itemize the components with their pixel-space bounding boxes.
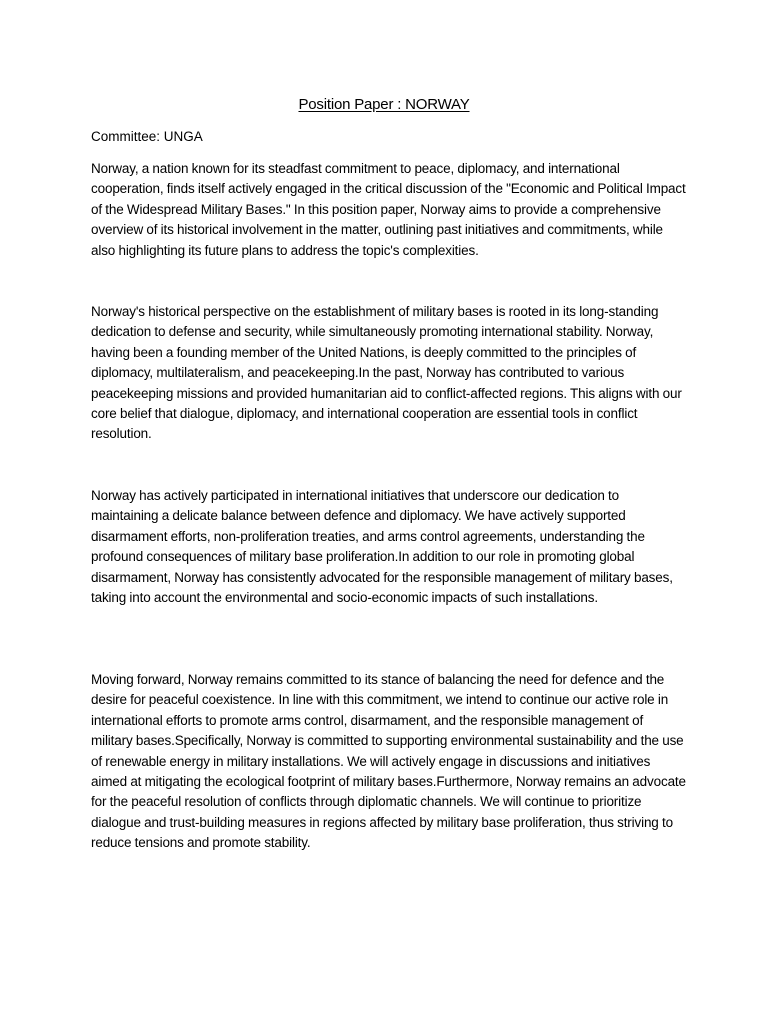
paragraph-historical-perspective: Norway's historical perspective on the establishment of military bases is rooted in its long-standing dedication to defense and security, while simultaneously promoting international stability. Norway, having been a founding member of the United Nations, is deeply committed to the principles of diplomacy, multilateralism, and peacekeeping.In the past, Norway has contributed to various peacekeeping missions and provided humanitarian aid to conflict-affected regions. This aligns with our core belief that dialogue, diplomacy, and international cooperation are essential tools in conflict resolution. xyxy=(91,304,682,442)
document-title: Position Paper : NORWAY xyxy=(298,96,470,113)
paragraph-past-initiatives: Norway has actively participated in international initiatives that underscore our dedication to maintaining a delicate balance between defence and diplomacy. We have actively supported disarmament efforts, non-proliferation treaties, and arms control agreements, understanding the profound consequences of military base proliferation.In addition to our role in promoting global disarmament, Norway has consistently advocated for the responsible management of military bases, taking into account the environmental and socio-economic impacts of such installations. xyxy=(91,488,673,606)
paragraph-introduction: Norway, a nation known for its steadfast commitment to peace, diplomacy, and international cooperation, finds itself actively engaged in the critical discussion of the "Economic and Political Impact of the Widespread Military Bases." In this position paper, Norway aims to provide a comprehensive overview of its historical involvement in the matter, outlining past initiatives and commitments, while also highlighting its future plans to address the topic's complexities. xyxy=(91,161,686,258)
committee-line: Committee: UNGA xyxy=(91,129,203,144)
paragraph-future-plans: Moving forward, Norway remains committed to its stance of balancing the need for defence and the desire for peaceful coexistence. In line with this commitment, we intend to continue our active role in international efforts to promote arms control, disarmament, and the responsible management of military bases.Specifically, Norway is committed to supporting environmental sustainability and the use of renewable energy in military installations. We will actively engage in discussions and initiatives aimed at mitigating the ecological footprint of military bases.Furthermore, Norway remains an advocate for the peaceful resolution of conflicts through diplomatic channels. We will continue to prioritize dialogue and trust-building measures in regions affected by military base proliferation, thus striving to reduce tensions and promote stability. xyxy=(91,672,686,851)
